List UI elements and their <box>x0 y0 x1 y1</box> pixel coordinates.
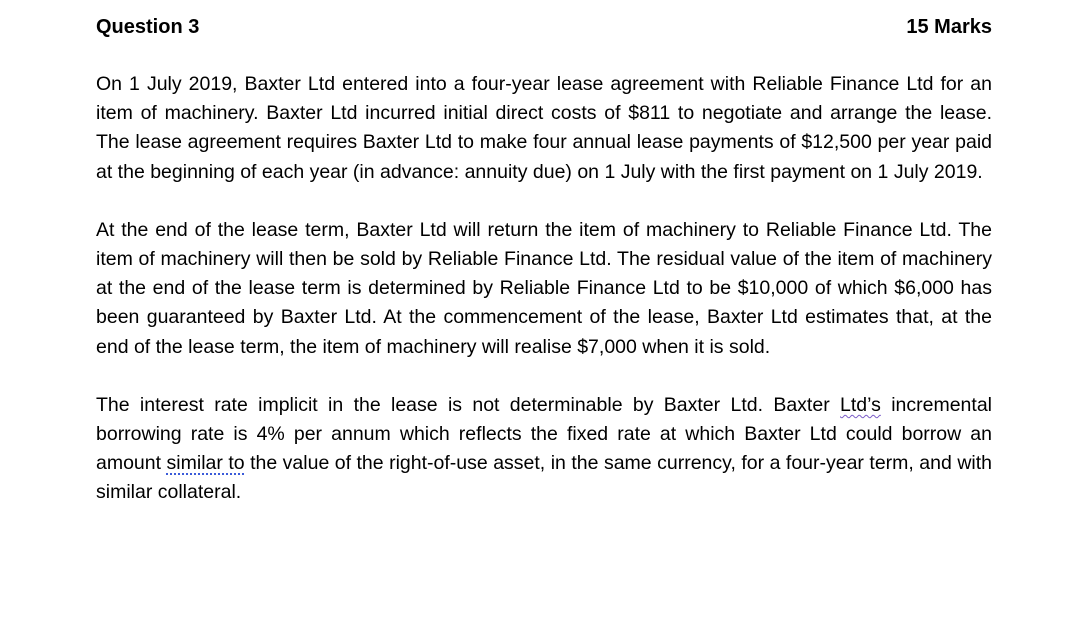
question-header <box>96 12 992 42</box>
paragraph-residual-value: At the end of the lease term, Baxter Ltd will return the item of machinery to Reliable Finance Ltd. The item of machinery will then be sold by Reliable Finance Ltd. The residual value of the item of machinery at the end of the lease term is determined by Reliable Finance Ltd to be $10,000 of which $6,000 has been guaranteed by Baxter Ltd. At the commencement of the lease, Baxter Ltd estimates that, at the end of the lease term, the item of machinery will realise $7,000 when it is sold. <box>96 218 992 358</box>
paragraph-lease-agreement: On 1 July 2019, Baxter Ltd entered into a four-year lease agreement with Reliable Finance Ltd for an item of machinery. Baxter Ltd incurred initial direct costs of $811 to negotiate and arrange the lease. The lease agreement requires Baxter Ltd to make four annual lease payments of $12,500 per year paid at the beginning of each year (in advance: annuity due) on 1 July with the first payment on 1 July 2019. <box>96 73 992 183</box>
document-page <box>96 12 992 508</box>
paragraph-interest-rate <box>96 391 992 508</box>
spellcheck-underlined-word[interactable]: Ltd’s <box>840 393 881 416</box>
question-marks: 15 Marks <box>906 16 992 38</box>
paragraph-text-segment: the value of the right-of-use asset, in the same currency, for a four-year term, and with similar collateral. <box>96 452 992 504</box>
question-title: Question 3 <box>96 16 200 38</box>
paragraph-text-segment: The interest rate implicit in the lease is not determinable by Baxter Ltd. Baxter <box>96 393 841 416</box>
grammar-underlined-phrase[interactable]: similar to <box>166 452 245 475</box>
paragraph-text-segment: incremental borrowing rate is 4% per annum which reflects the fixed rate at which Baxter Ltd could borrow an amount <box>96 393 992 475</box>
